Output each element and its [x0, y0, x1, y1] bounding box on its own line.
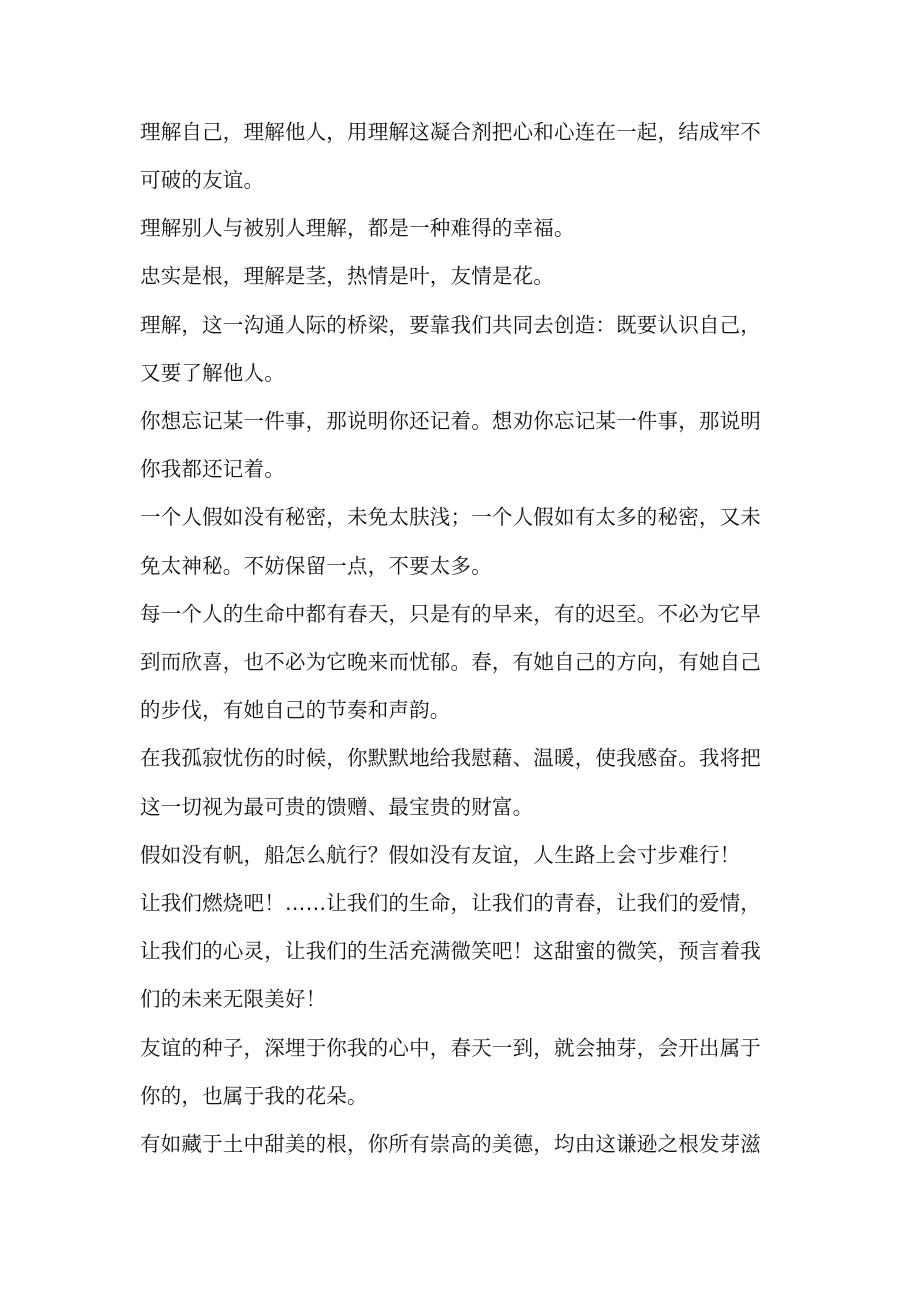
- text-line: 有如藏于土中甜美的根，你所有崇高的美德，均由这谦逊之根发芽滋: [140, 1132, 761, 1156]
- text-line: 让我们的心灵，让我们的生活充满微笑吧！这甜蜜的微笑，预言着我: [140, 939, 761, 963]
- text-line: 的步伐，有她自己的节奏和声韵。: [140, 698, 451, 722]
- text-line: 可破的友谊。: [140, 168, 265, 192]
- text-line: 让我们燃烧吧！……让我们的生命，让我们的青春，让我们的爱情，: [140, 891, 761, 915]
- text-line: 理解，这一沟通人际的桥梁，要靠我们共同去创造：既要认识自己，: [140, 313, 761, 337]
- text-line: 理解自己，理解他人，用理解这凝合剂把心和心连在一起，结成牢不: [140, 120, 761, 144]
- text-line: 到而欣喜，也不必为它晚来而忧郁。春，有她自己的方向，有她自己: [140, 650, 761, 674]
- text-line: 你我都还记着。: [140, 457, 285, 481]
- text-line: 忠实是根，理解是茎，热情是叶，友情是花。: [140, 264, 554, 288]
- text-line: 又要了解他人。: [140, 361, 285, 385]
- text-line: 这一切视为最可贵的馈赠、最宝贵的财富。: [140, 795, 534, 819]
- text-line: 你的，也属于我的花朵。: [140, 1084, 368, 1108]
- text-line: 理解别人与被别人理解，都是一种难得的幸福。: [140, 216, 575, 240]
- text-line: 免太神秘。不妨保留一点，不要太多。: [140, 554, 492, 578]
- text-line: 在我孤寂忧伤的时候，你默默地给我慰藉、温暖，使我感奋。我将把: [140, 746, 761, 770]
- text-line: 一个人假如没有秘密，未免太肤浅；一个人假如有太多的秘密，又未: [140, 505, 761, 529]
- text-line: 每一个人的生命中都有春天，只是有的早来，有的迟至。不必为它早: [140, 602, 761, 626]
- text-line: 你想忘记某一件事，那说明你还记着。想劝你忘记某一件事，那说明: [140, 409, 761, 433]
- text-line: 们的未来无限美好！: [140, 987, 327, 1011]
- text-line: 假如没有帆，船怎么航行？假如没有友谊，人生路上会寸步难行！: [140, 843, 741, 867]
- text-line: 友谊的种子，深埋于你我的心中，春天一到，就会抽芽，会开出属于: [140, 1036, 761, 1060]
